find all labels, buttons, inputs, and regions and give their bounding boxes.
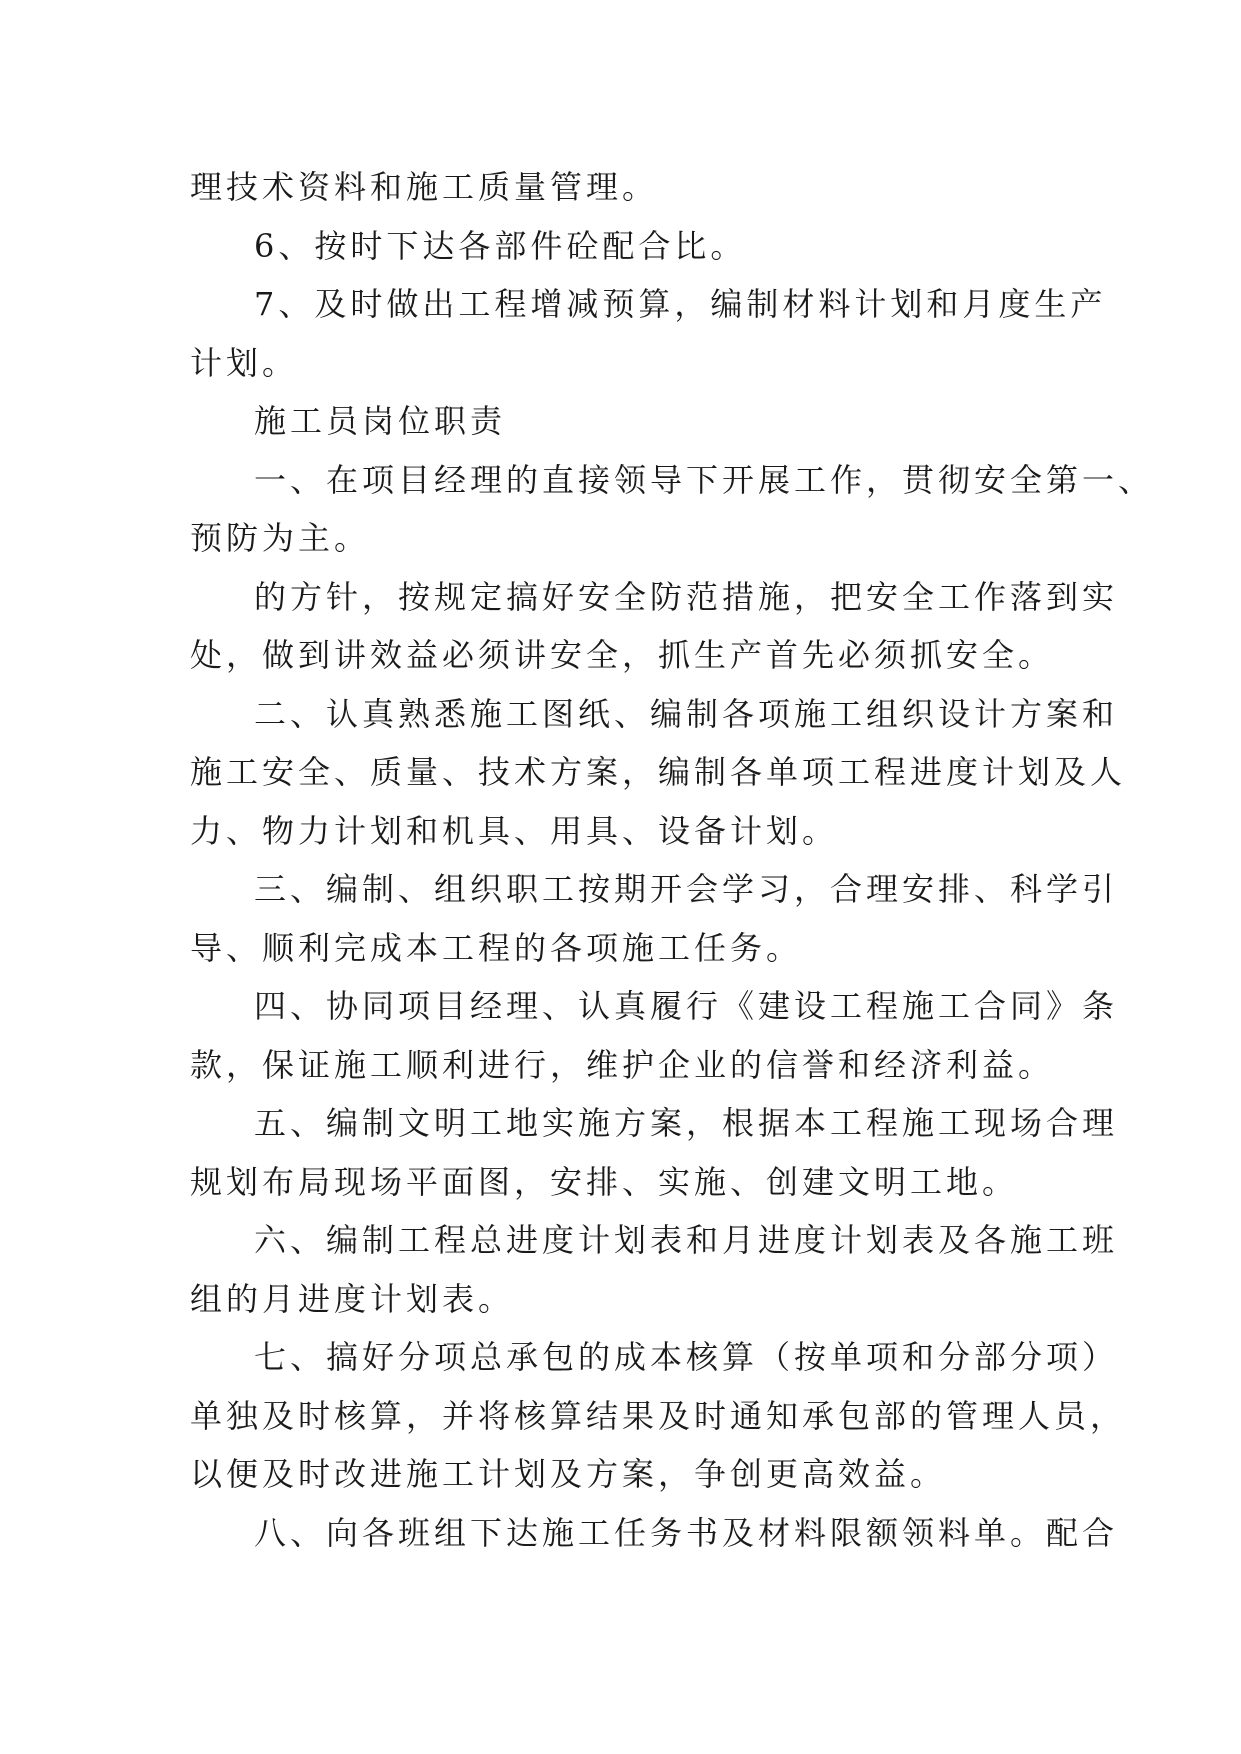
text-line: 施工员岗位职责	[254, 402, 507, 440]
text-line: 处，做到讲效益必须讲安全，抓生产首先必须抓安全。	[190, 636, 1055, 674]
text-line: 规划布局现场平面图，安排、实施、创建文明工地。	[190, 1162, 1019, 1201]
text-line: 力、物力计划和机具、用具、设备计划。	[190, 811, 839, 850]
text-line: 二、认真熟悉施工图纸、编制各项施工组织设计方案和	[254, 694, 1119, 733]
text-line: 导、顺利完成本工程的各项施工任务。	[190, 928, 803, 967]
text-line: 以便及时改进施工计划及方案，争创更高效益。	[190, 1455, 947, 1493]
text-line: 款，保证施工顺利进行，维护企业的信誉和经济利益。	[190, 1045, 1055, 1084]
text-line: 7、及时做出工程增减预算，编制材料计划和月度生产	[254, 285, 1107, 323]
text-line: 计划。	[190, 343, 299, 382]
text-line: 一、在项目经理的直接领导下开展工作，贯彻安全第一、	[254, 460, 1155, 499]
text-line: 四、协同项目经理、认真履行《建设工程施工合同》条	[254, 987, 1119, 1025]
text-line: 6、按时下达各部件砼配合比。	[254, 226, 747, 265]
text-line: 六、编制工程总进度计划表和月进度计划表及各施工班	[254, 1221, 1119, 1259]
text-line: 组的月进度计划表。	[190, 1279, 515, 1318]
text-line: 三、编制、组织职工按期开会学习，合理安排、科学引	[254, 870, 1119, 908]
text-line: 施工安全、质量、技术方案，编制各单项工程进度计划及人	[190, 753, 1127, 791]
text-line: 五、编制文明工地实施方案，根据本工程施工现场合理	[254, 1104, 1119, 1142]
text-line: 八、向各班组下达施工任务书及材料限额领料单。配合	[254, 1513, 1119, 1552]
text-line: 预防为主。	[190, 519, 371, 557]
text-line: 七、搞好分项总承包的成本核算（按单项和分部分项）	[254, 1338, 1119, 1376]
text-line: 单独及时核算，并将核算结果及时通知承包部的管理人员，	[190, 1396, 1127, 1435]
text-line: 理技术资料和施工质量管理。	[190, 168, 659, 206]
document-body	[190, 158, 1155, 1562]
text-line: 的方针，按规定搞好安全防范措施，把安全工作落到实	[254, 577, 1119, 616]
